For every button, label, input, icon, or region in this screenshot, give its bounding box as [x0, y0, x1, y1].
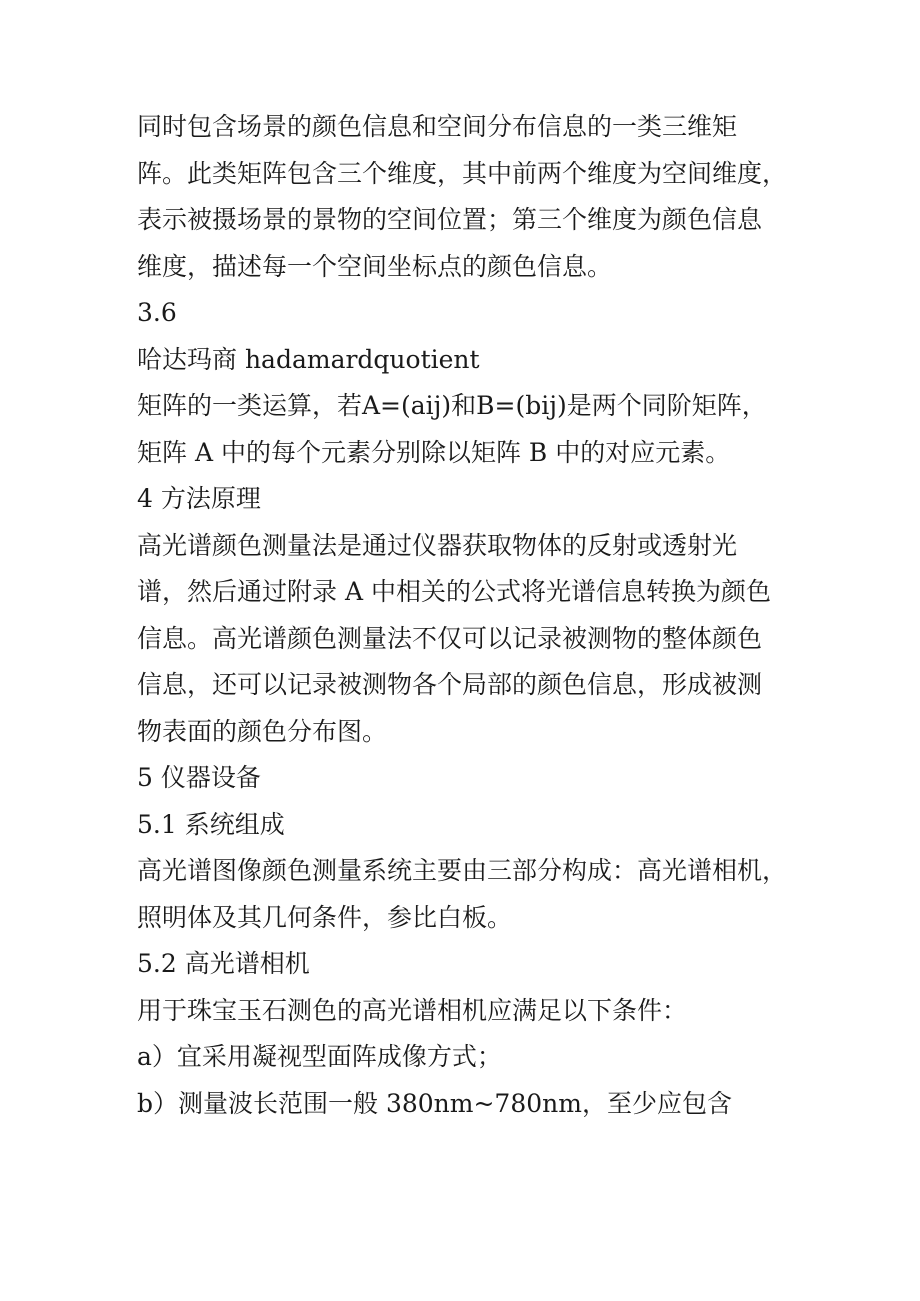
- body-text-line: 信息，还可以记录被测物各个局部的颜色信息，形成被测: [137, 670, 763, 699]
- subsection-heading: 5.2 高光谱相机: [137, 949, 310, 978]
- body-text-line: 矩阵 A 中的每个元素分别除以矩阵 B 中的对应元素。: [137, 437, 731, 467]
- document-body: [137, 104, 797, 1127]
- body-text-line: 高光谱图像颜色测量系统主要由三部分构成：高光谱相机，: [137, 856, 788, 885]
- section-heading: 4 方法原理: [137, 484, 261, 513]
- list-item: a）宜采用凝视型面阵成像方式；: [137, 1042, 502, 1071]
- body-text-line: 谱，然后通过附录 A 中相关的公式将光谱信息转换为颜色: [137, 577, 771, 606]
- list-item: b）测量波长范围一般 380nm~780nm，至少应包含: [137, 1088, 732, 1118]
- body-text-line: 维度，描述每一个空间坐标点的颜色信息。: [137, 251, 613, 281]
- section-number: 3.6: [137, 298, 177, 327]
- body-text-line: 信息。高光谱颜色测量法不仅可以记录被测物的整体颜色: [137, 623, 763, 653]
- term-heading: 哈达玛商 hadamardquotient: [137, 344, 480, 374]
- body-text-line: 同时包含场景的颜色信息和空间分布信息的一类三维矩: [137, 112, 738, 141]
- subsection-heading: 5.1 系统组成: [137, 809, 285, 839]
- body-text-line: 用于珠宝玉石测色的高光谱相机应满足以下条件：: [137, 995, 688, 1025]
- body-text-line: 物表面的颜色分布图。: [137, 716, 388, 746]
- body-text-line: 矩阵的一类运算，若A=(aij)和B=(bij)是两个同阶矩阵，: [137, 391, 767, 420]
- body-text-line: 表示被摄场景的景物的空间位置；第三个维度为颜色信息: [137, 205, 763, 234]
- body-text-line: 高光谱颜色测量法是通过仪器获取物体的反射或透射光: [137, 530, 738, 560]
- section-heading: 5 仪器设备: [137, 763, 261, 792]
- body-text-line: 阵。此类矩阵包含三个维度，其中前两个维度为空间维度，: [137, 158, 788, 188]
- body-text-line: 照明体及其几何条件，参比白板。: [137, 902, 513, 932]
